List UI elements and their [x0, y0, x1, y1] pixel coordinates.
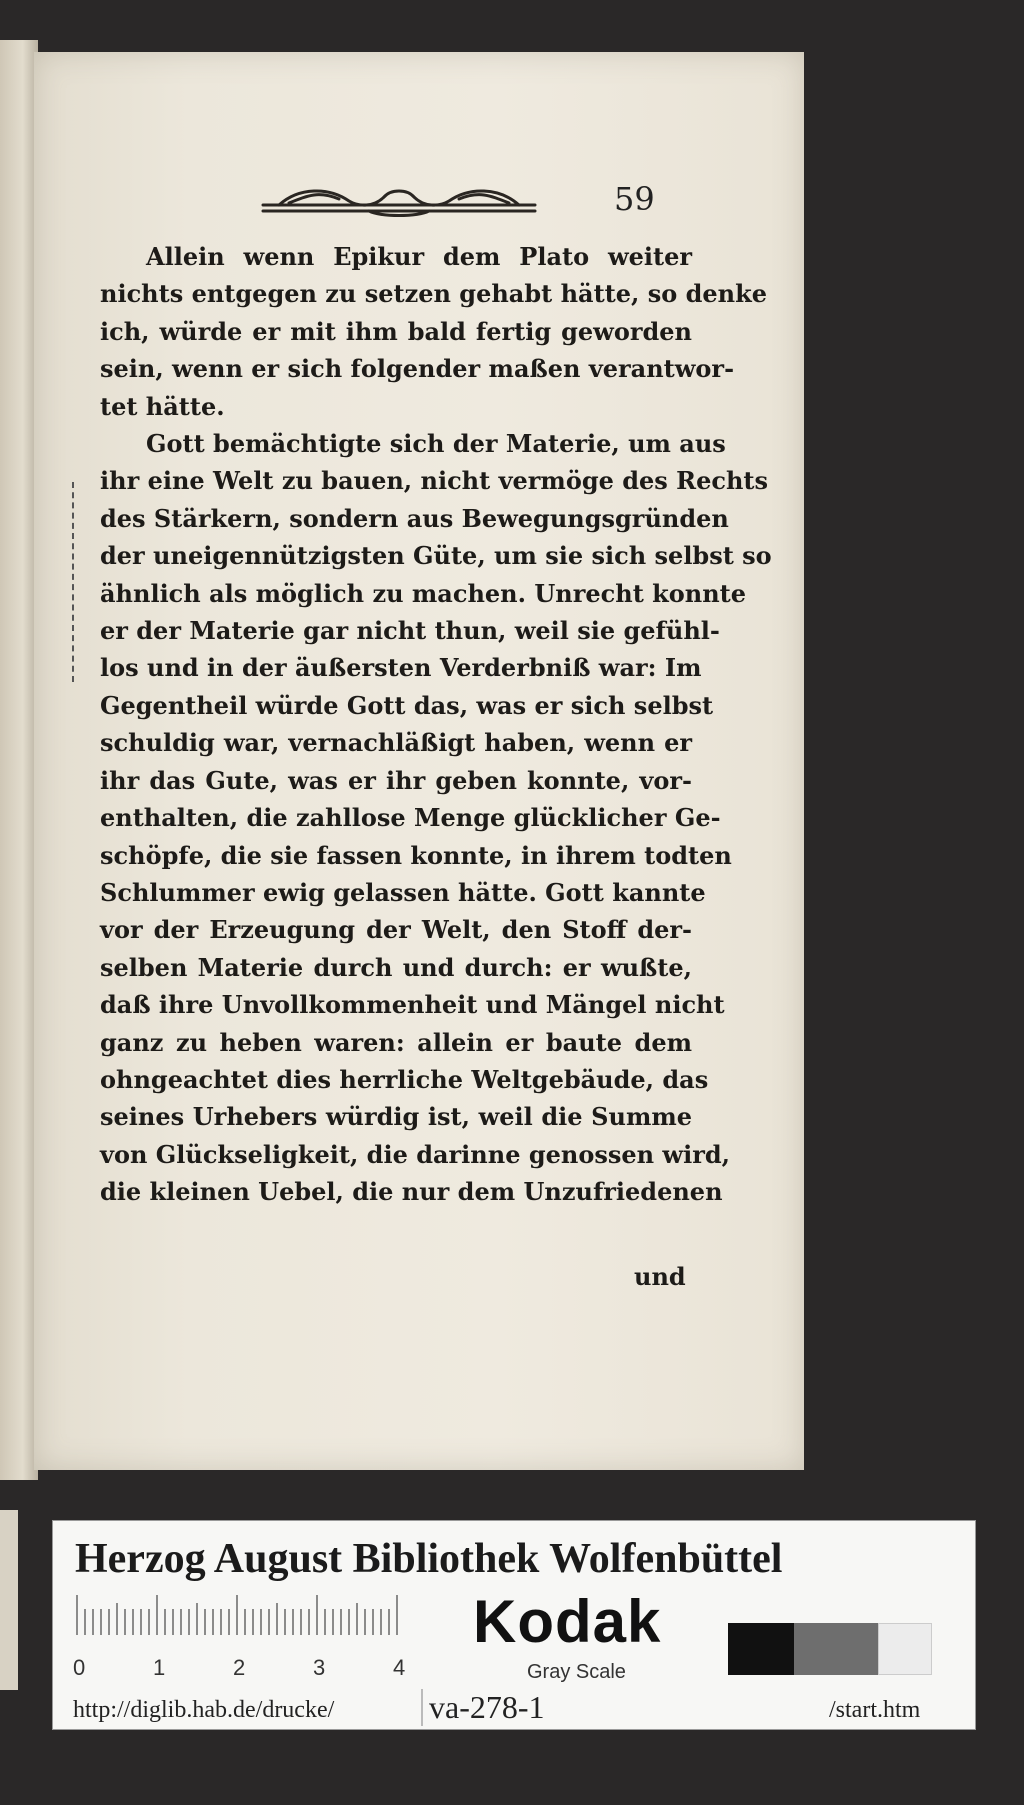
text-line: selben Materie durch und durch: er wußte, [100, 952, 692, 982]
ruler-number: 2 [233, 1655, 246, 1680]
text-line: ohngeachtet dies herrliche Weltgebäude, das [100, 1064, 709, 1094]
text-line: ihr das Gute, was er ihr geben konnte, vor- [100, 765, 692, 795]
ruler-number: 1 [153, 1655, 166, 1680]
text-line: die kleinen Uebel, die nur dem Unzufriedenen [100, 1177, 723, 1207]
text-line: Gott bemächtigte sich der Materie, um aus [146, 429, 726, 459]
text-line: ich, würde er mit ihm bald fertig geworden [100, 316, 692, 346]
header-ornament [259, 177, 539, 217]
text-line: schöpfe, die sie fassen konnte, in ihrem todten [100, 840, 732, 870]
text-line: des Stärkern, sondern aus Bewegungsgründen [100, 503, 729, 533]
margin-mark [72, 482, 76, 682]
calibration-card [52, 1520, 976, 1730]
text-line: sein, wenn er sich folgender maßen verantwor- [100, 354, 735, 384]
swatch-black [728, 1623, 794, 1675]
text-line: Gegentheil würde Gott das, was er sich selbst [100, 690, 714, 720]
start-page-suffix: /start.htm [829, 1697, 921, 1723]
previous-page-edge-lower [0, 1510, 18, 1690]
text-line: ähnlich als möglich zu machen. Unrecht konnte [100, 578, 747, 608]
ruler-number: 3 [313, 1655, 326, 1680]
text-line: nichts entgegen zu setzen gehabt hätte, so denke [100, 279, 767, 309]
swatch-white [878, 1623, 932, 1675]
text-line: von Glückseligkeit, die darinne genossen wird, [100, 1139, 730, 1169]
gray-scale-label: Gray Scale [527, 1661, 626, 1683]
text-line: er der Materie gar nicht thun, weil sie gefühl- [100, 616, 720, 646]
text-line: seines Urhebers würdig ist, weil die Summe [100, 1102, 692, 1132]
previous-page-edge [0, 40, 38, 1480]
swatch-gray [794, 1623, 878, 1675]
text-line: Schlummer ewig gelassen hätte. Gott kannte [100, 877, 706, 907]
text-line: daß ihre Unvollkommenheit und Mängel nicht [100, 990, 725, 1020]
text-line: der uneigennützigsten Güte, um sie sich selbst so [100, 541, 772, 571]
text-line: tet hätte. [100, 391, 225, 421]
text-line: enthalten, die zahllose Menge glücklicher Ge- [100, 803, 721, 833]
kodak-logo: Kodak [473, 1588, 662, 1655]
page-number: 59 [614, 180, 655, 218]
catchword: und [634, 1262, 686, 1291]
digital-library-url: http://diglib.hab.de/drucke/ [73, 1697, 335, 1723]
library-name: Herzog August Bibliothek Wolfenbüttel [75, 1536, 783, 1582]
text-line: ganz zu heben waren: allein er baute dem [100, 1027, 692, 1057]
text-line: Allein wenn Epikur dem Plato weiter [146, 242, 692, 271]
text-line: vor der Erzeugung der Welt, den Stoff der- [100, 915, 692, 945]
text-line: los und in der äußersten Verderbniß war: Im [100, 653, 702, 683]
ruler-scale [73, 1595, 413, 1635]
book-page [34, 52, 804, 1470]
ruler-number: 0 [73, 1655, 86, 1680]
ruler-number: 4 [393, 1655, 406, 1680]
page-text [100, 238, 772, 1211]
text-line: schuldig war, vernachläßigt haben, wenn er [100, 728, 692, 758]
shelfmark: va-278-1 [421, 1689, 545, 1726]
text-line: ihr eine Welt zu bauen, nicht vermöge des Rechts [100, 466, 769, 496]
